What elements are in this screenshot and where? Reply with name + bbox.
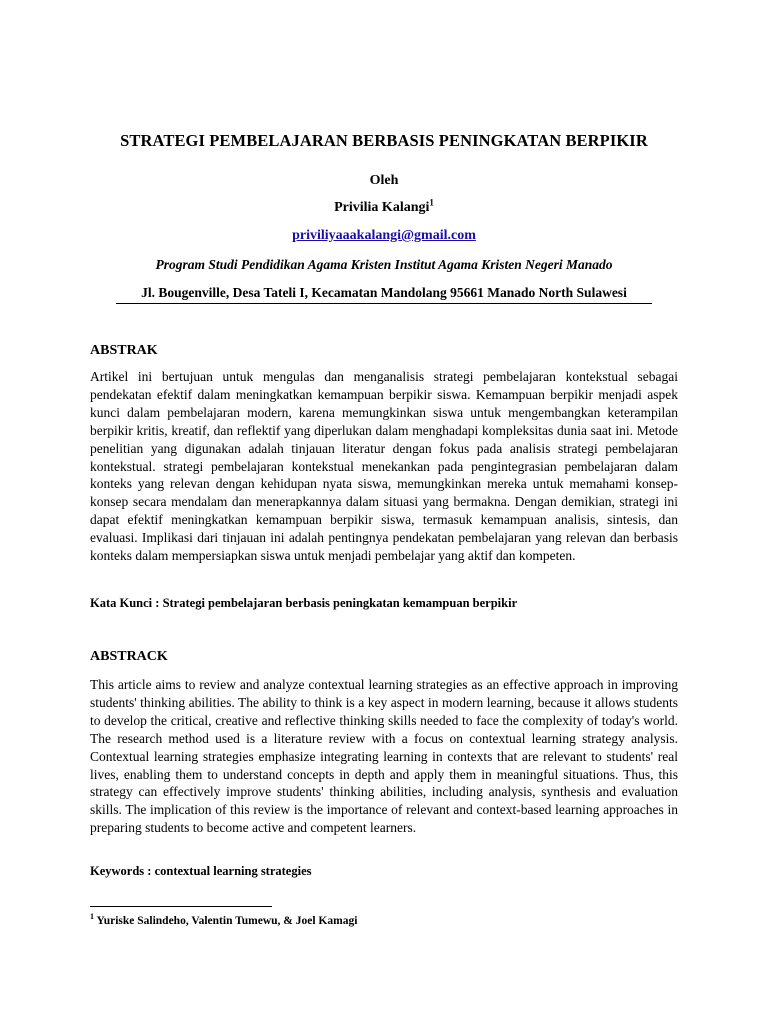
paper-title: STRATEGI PEMBELAJARAN BERBASIS PENINGKATAN BERPIKIR [120,131,648,150]
kata-kunci: Kata Kunci : Strategi pembelajaran berbasis peningkatan kemampuan berpikir [90,596,518,610]
by-label: Oleh [369,173,399,188]
footnote-text: Yuriske Salindeho, Valentin Tumewu, & Joel Kamagi [94,915,358,927]
affiliation: Program Studi Pendidikan Agama Kristen Institut Agama Kristen Negeri Manado [155,257,613,272]
header-divider [116,303,652,304]
author-email-link[interactable]: priviliyaaakalangi@gmail.com [292,228,476,243]
address: Jl. Bougenville, Desa Tateli I, Kecamatan Mandolang 95661 Manado North Sulawesi [141,285,627,300]
author-name-text: Privilia Kalangi [334,200,430,215]
abstrack-paragraph: This article aims to review and analyze contextual learning strategies as an effective approach in improving students' thinking abilities. The ability to think is a key aspect in modern learning, because it allows students to develop the critical, creative and reflective thinking skills needed to face the complexity of today's world. The research method used is a literature review with a focus on contextual learning strategy analysis. Contextual learning strategies emphasize integrating learning in contexts that are relevant to students' real lives, enabling them to understand concepts in depth and apply them in meaningful situations. Thus, this strategy can effectively improve students' thinking abilities, including analysis, synthesis and evaluation skills. The implication of this review is the importance of relevant and context-based learning approaches in preparing students to become active and competent learners. [90,677,678,836]
footnote [90,912,358,927]
author-name [0,197,768,216]
footnote-marker: 1 [90,912,94,922]
abstrack-heading: ABSTRACK [90,649,168,664]
abstrak-heading: ABSTRAK [90,343,158,358]
keywords: Keywords : contextual learning strategies [90,864,312,878]
footnote-divider [90,906,272,907]
abstrak-paragraph: Artikel ini bertujuan untuk mengulas dan menganalisis strategi pembelajaran kontekstual sebagai pendekatan efektif dalam meningkatkan kemampuan berpikir siswa. Kemampuan berpikir menjadi aspek kunci dalam pembelajaran modern, karena memungkinkan siswa untuk mengembangkan keterampilan berpikir kritis, kreatif, dan reflektif yang diperlukan dalam menghadapi kompleksitas dunia saat ini. Metode penelitian yang digunakan adalah tinjauan literatur dengan fokus pada analisis strategi pembelajaran kontekstual. strategi pembelajaran kontekstual menekankan pada pengintegrasian pembelajaran dalam konteks yang relevan dengan kehidupan nyata siswa, memungkinkan mereka untuk memahami konsep-konsep secara mendalam dan menerapkannya dalam situasi yang bermakna. Dengan demikian, strategi ini dapat efektif meningkatkan kemampuan berpikir siswa, termasuk kemampuan analisis, sintesis, dan evaluasi. Implikasi dari tinjauan ini adalah pentingnya pendekatan pembelajaran yang relevan dan berbasis konteks dalam mempersiapkan siswa untuk menjadi pembelajar yang aktif dan kompeten. [90,369,678,564]
author-footnote-marker: 1 [429,197,434,208]
